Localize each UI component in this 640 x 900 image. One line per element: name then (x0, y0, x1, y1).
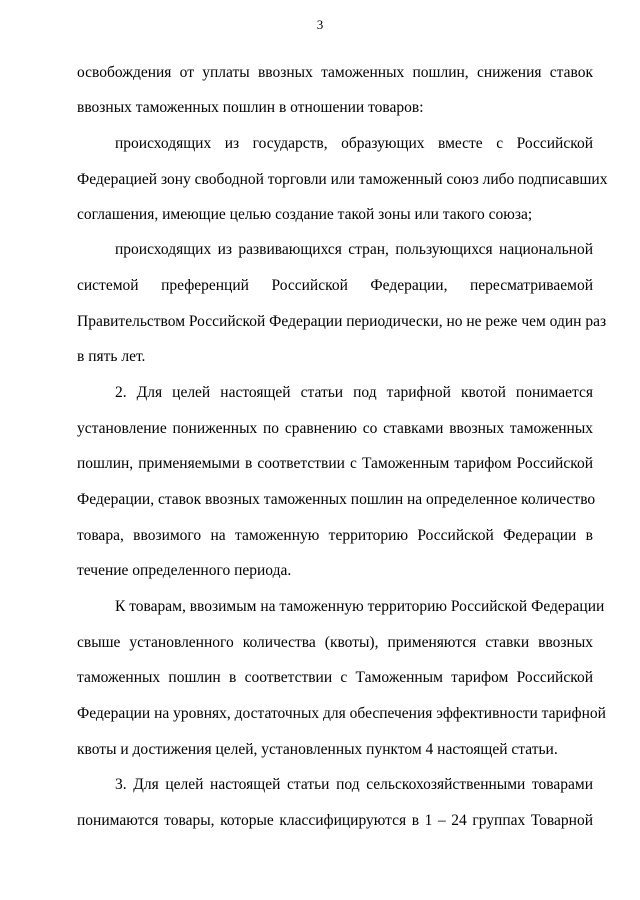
text-line: свыше установленного количества (квоты), применяются ставки ввозных (77, 634, 593, 651)
page-number: 3 (316, 17, 324, 32)
text-line: установление пониженных по сравнению со ставками ввозных таможенных (77, 420, 593, 437)
text-line: освобождения от уплаты ввозных таможенных пошлин, снижения ставок (77, 64, 593, 81)
text-line: Федерации, ставок ввозных таможенных пошлин на определенное количество (77, 491, 596, 508)
text-line: происходящих из государств, образующих вместе с Российской (115, 135, 593, 152)
text-line: пошлин, применяемыми в соответствии с Таможенным тарифом Российской (77, 455, 593, 472)
text-line: соглашения, имеющие целью создание такой зоны или такого союза; (77, 206, 533, 223)
text-line: происходящих из развивающихся стран, пользующихся национальной (115, 241, 593, 258)
text-line: Правительством Российской Федерации периодически, но не реже чем один раз (77, 313, 607, 330)
text-line: понимаются товары, которые классифицируются в 1 – 24 группах Товарной (77, 812, 593, 829)
text-line: 3. Для целей настоящей статьи под сельскохозяйственными товарами (115, 776, 593, 793)
text-line: Федерацией зону свободной торговли или таможенный союз либо подписавших (77, 171, 608, 188)
text-line: квоты и достижения целей, установленных пунктом 4 настоящей статьи. (77, 741, 558, 758)
text-line: товара, ввозимого на таможенную территорию Российской Федерации в (77, 527, 593, 544)
text-line: системой преференций Российской Федерации, пересматриваемой (77, 277, 593, 294)
text-line: 2. Для целей настоящей статьи под тарифной квотой понимается (115, 384, 593, 401)
text-line: в пять лет. (77, 348, 146, 365)
text-line: К товарам, ввозимым на таможенную территорию Российской Федерации (115, 598, 605, 615)
text-line: течение определенного периода. (77, 562, 292, 579)
text-line: ввозных таможенных пошлин в отношении товаров: (77, 99, 424, 116)
text-line: таможенных пошлин в соответствии с Таможенным тарифом Российской (77, 669, 593, 686)
text-line: Федерации на уровнях, достаточных для обеспечения эффективности тарифной (77, 705, 606, 722)
